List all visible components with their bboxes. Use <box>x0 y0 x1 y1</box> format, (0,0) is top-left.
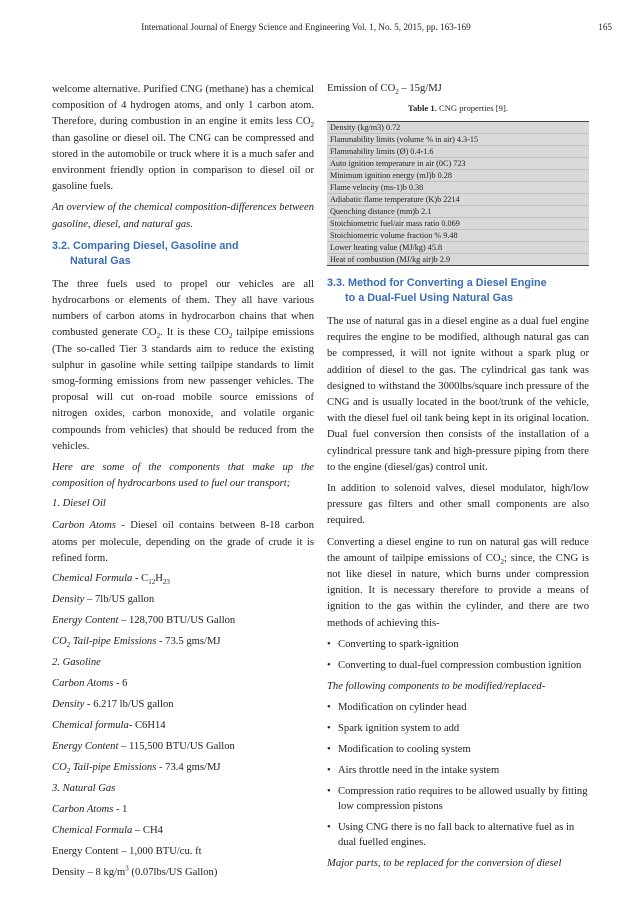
methods-list <box>327 637 589 673</box>
list-item <box>327 784 589 814</box>
modification-intro: The following components to be modified/replaced- <box>327 680 546 692</box>
bullet-icon: • <box>327 723 331 735</box>
fuel-heading-natural-gas: 3. Natural Gas <box>52 783 116 795</box>
bullet-icon: • <box>327 786 331 798</box>
diesel-formula: Chemical Formula - $C_{12}H_{23}$ <box>52 573 170 587</box>
list-item <box>327 700 589 715</box>
table-row <box>327 230 589 242</box>
diesel-energy: Energy Content – 128,700 BTU/US Gallon <box>52 615 236 627</box>
table-row <box>327 122 589 134</box>
table-cell: Minimum ignition energy (mJ)b 0.28 <box>327 170 589 182</box>
fuel-heading-diesel: 1. Diesel Oil <box>52 498 106 510</box>
table-cell: Flammability limits (Ø) 0.4-1.6 <box>327 146 589 158</box>
table-cell: Stoichiometric volume fraction % 9.48 <box>327 230 589 242</box>
table-cell: Heat of combustion (MJ/kg air)b 2.9 <box>327 254 589 266</box>
ng-density: Density – 8 $kg/m^3$ (0.07lbs/US Gallon) <box>52 864 218 879</box>
diesel-density: Density – 7lb/US gallon <box>52 594 155 606</box>
table-cell: Density (kg/m3) 0.72 <box>327 122 589 134</box>
bullet-icon: • <box>327 822 331 834</box>
running-header <box>0 22 638 36</box>
diesel-co2: $CO_2$ Tail-pipe Emissions - 73.5 gms/MJ <box>52 636 221 650</box>
cng-properties-table <box>327 121 589 266</box>
table-cell: Quenching distance (mm)b 2.1 <box>327 206 589 218</box>
journal-citation: International Journal of Energy Science and Engineering Vol. 1, No. 5, 2015, pp. 163-169 <box>141 22 471 32</box>
paragraph: The use of natural gas in a diesel engine as a dual fuel engine requires the engine to be modified, although natural gas can be compressed, it will not ignite without a spark plug or addition of diesel to the gas. The cylindrical gas tank was designed to withstand the 3000lbs/square inch pressure of the CNG and is usually located in the boot/trunk of the vehicle, with the diesel fuel oil tank being kept in its original location. Dual fuel conversion then consists of the installation of a cylindrical pressure tank and high-pressure piping from there to the engine (diesel/gas) control unit. <box>327 316 589 473</box>
bullet-icon: • <box>327 702 331 714</box>
diesel-carbon-atoms: Carbon Atoms - Diesel oil contains between 8-18 carbon atoms per molecule, depending on the grade of crude it is refined form. <box>52 520 314 564</box>
ng-carbon-atoms: Carbon Atoms - 1 <box>52 804 128 816</box>
gasoline-formula: Chemical formula- C6H14 <box>52 720 166 732</box>
paragraph: The three fuels used to propel our vehicles are all hydrocarbons or elements of them. They all have various numbers of carbon atoms in hydrocarbon chains that when combusted generate $CO_2$. It is these $CO_2$ tailpipe emissions (The so-called Tier 3 standards aim to reduce the existing sulphur in gasoline while setting tailpipe standards to limit smog-forming emissions from new passenger vehicles. The proposal will cut on-road mobile source emissions of nitrogen oxides, carbon monoxide, and volatile organic compounds from vehicles) that should be reduced from the vehicles. <box>52 278 315 452</box>
list-item <box>327 721 589 736</box>
list-item-text: Converting to dual-fuel compression combustion ignition <box>338 659 582 671</box>
paragraph-components: Here are some of the components that make up the composition of hydrocarbons used to fuel our transport; <box>52 462 314 490</box>
bullet-icon: • <box>327 744 331 756</box>
table-row <box>327 158 589 170</box>
list-item-text: Compression ratio requires to be allowed usually by fitting low compression pistons <box>338 786 588 813</box>
ng-formula: Chemical Formula – CH4 <box>52 825 163 837</box>
list-item-text: Modification to cooling system <box>338 744 471 756</box>
table-row <box>327 206 589 218</box>
paragraph: Converting a diesel engine to run on natural gas will reduce the amount of tailpipe emissions of $CO_2$; since, the CNG is not like diesel in nature, which burns under compression ignition. It is necessary therefore to provide a means of ignition to the gas within the cylinder, and there are two methods of achieving this- <box>327 536 589 629</box>
table-cell: Lower heating value (MJ/kg) 45.8 <box>327 242 589 254</box>
ng-energy: Energy Content – 1,000 BTU/cu. ft <box>52 846 202 858</box>
paragraph: In addition to solenoid valves, diesel modulator, high/low pressure gas filters and other small components are also required. <box>327 483 589 527</box>
table-row <box>327 194 589 206</box>
paragraph-overview: An overview of the chemical composition-differences between gasoline, diesel, and natural gas. <box>52 202 314 230</box>
gasoline-density: Density - 6.217 lb/US gallon <box>52 699 174 711</box>
paragraph-major-parts: Major parts, to be replaced for the conversion of diesel <box>327 858 562 870</box>
list-item <box>327 637 589 652</box>
paragraph: welcome alternative. Purified CNG (methane) has a chemical composition of 4 hydrogen atoms, and only 1 carbon atom. Therefore, during combustion in an engine it emits less $CO_2$ than gasoline or diesel oil. The CNG can be compressed and stored in the automobile or truck where it is a much safer and environment friendly option in comparison to diesel oil or gasoline fuels. <box>52 84 314 193</box>
list-item-text: Converting to spark-ignition <box>338 638 459 650</box>
table-row <box>327 182 589 194</box>
list-item-text: Airs throttle need in the intake system <box>338 765 500 777</box>
gasoline-co2: $CO_2$ Tail-pipe Emissions - 73.4 gms/MJ <box>52 762 221 776</box>
table-cell: Flame velocity (ms-1)b 0.38 <box>327 182 589 194</box>
page-number: 165 <box>598 22 612 32</box>
list-item-text: Modification on cylinder head <box>338 702 467 714</box>
table-cell: Auto ignition temperature in air (0C) 723 <box>327 158 589 170</box>
gasoline-carbon-atoms: Carbon Atoms - 6 <box>52 678 128 690</box>
table-row <box>327 146 589 158</box>
gasoline-energy: Energy Content – 115,500 BTU/US Gallon <box>52 741 235 753</box>
list-item-text: Using CNG there is no fall back to alternative fuel as in dual fuelled engines. <box>338 822 575 849</box>
table-row <box>327 218 589 230</box>
list-item <box>327 820 589 850</box>
right-column <box>327 82 589 877</box>
ng-emission: Emission of $CO_2 - 15g/MJ$ <box>327 83 442 97</box>
table-cell: Adiabatic flame temperature (K)b 2214 <box>327 194 589 206</box>
table-row <box>327 242 589 254</box>
list-item-text: Spark ignition system to add <box>338 723 460 735</box>
bullet-icon: • <box>327 638 331 650</box>
table-row <box>327 170 589 182</box>
left-column <box>52 82 314 887</box>
list-item <box>327 763 589 778</box>
list-item <box>327 742 589 757</box>
bullet-icon: • <box>327 765 331 777</box>
table-cell: Flammability limits (volume % in air) 4.3-15 <box>327 134 589 146</box>
table-row <box>327 134 589 146</box>
modifications-list <box>327 700 589 850</box>
fuel-heading-gasoline: 2. Gasoline <box>52 657 101 669</box>
section-heading-3-3: 3.3. Method for Converting a Diesel Engine to a Dual-Fuel Using Natural Gas <box>327 277 547 304</box>
list-item <box>327 658 589 673</box>
table-caption: Table 1. CNG properties [9]. <box>408 103 508 113</box>
bullet-icon: • <box>327 659 331 671</box>
table-cell: Stoichiometric fuel/air mass ratio 0.069 <box>327 218 589 230</box>
table-row <box>327 254 589 266</box>
section-heading-3-2: 3.2. Comparing Diesel, Gasoline and Natural Gas <box>52 239 239 267</box>
